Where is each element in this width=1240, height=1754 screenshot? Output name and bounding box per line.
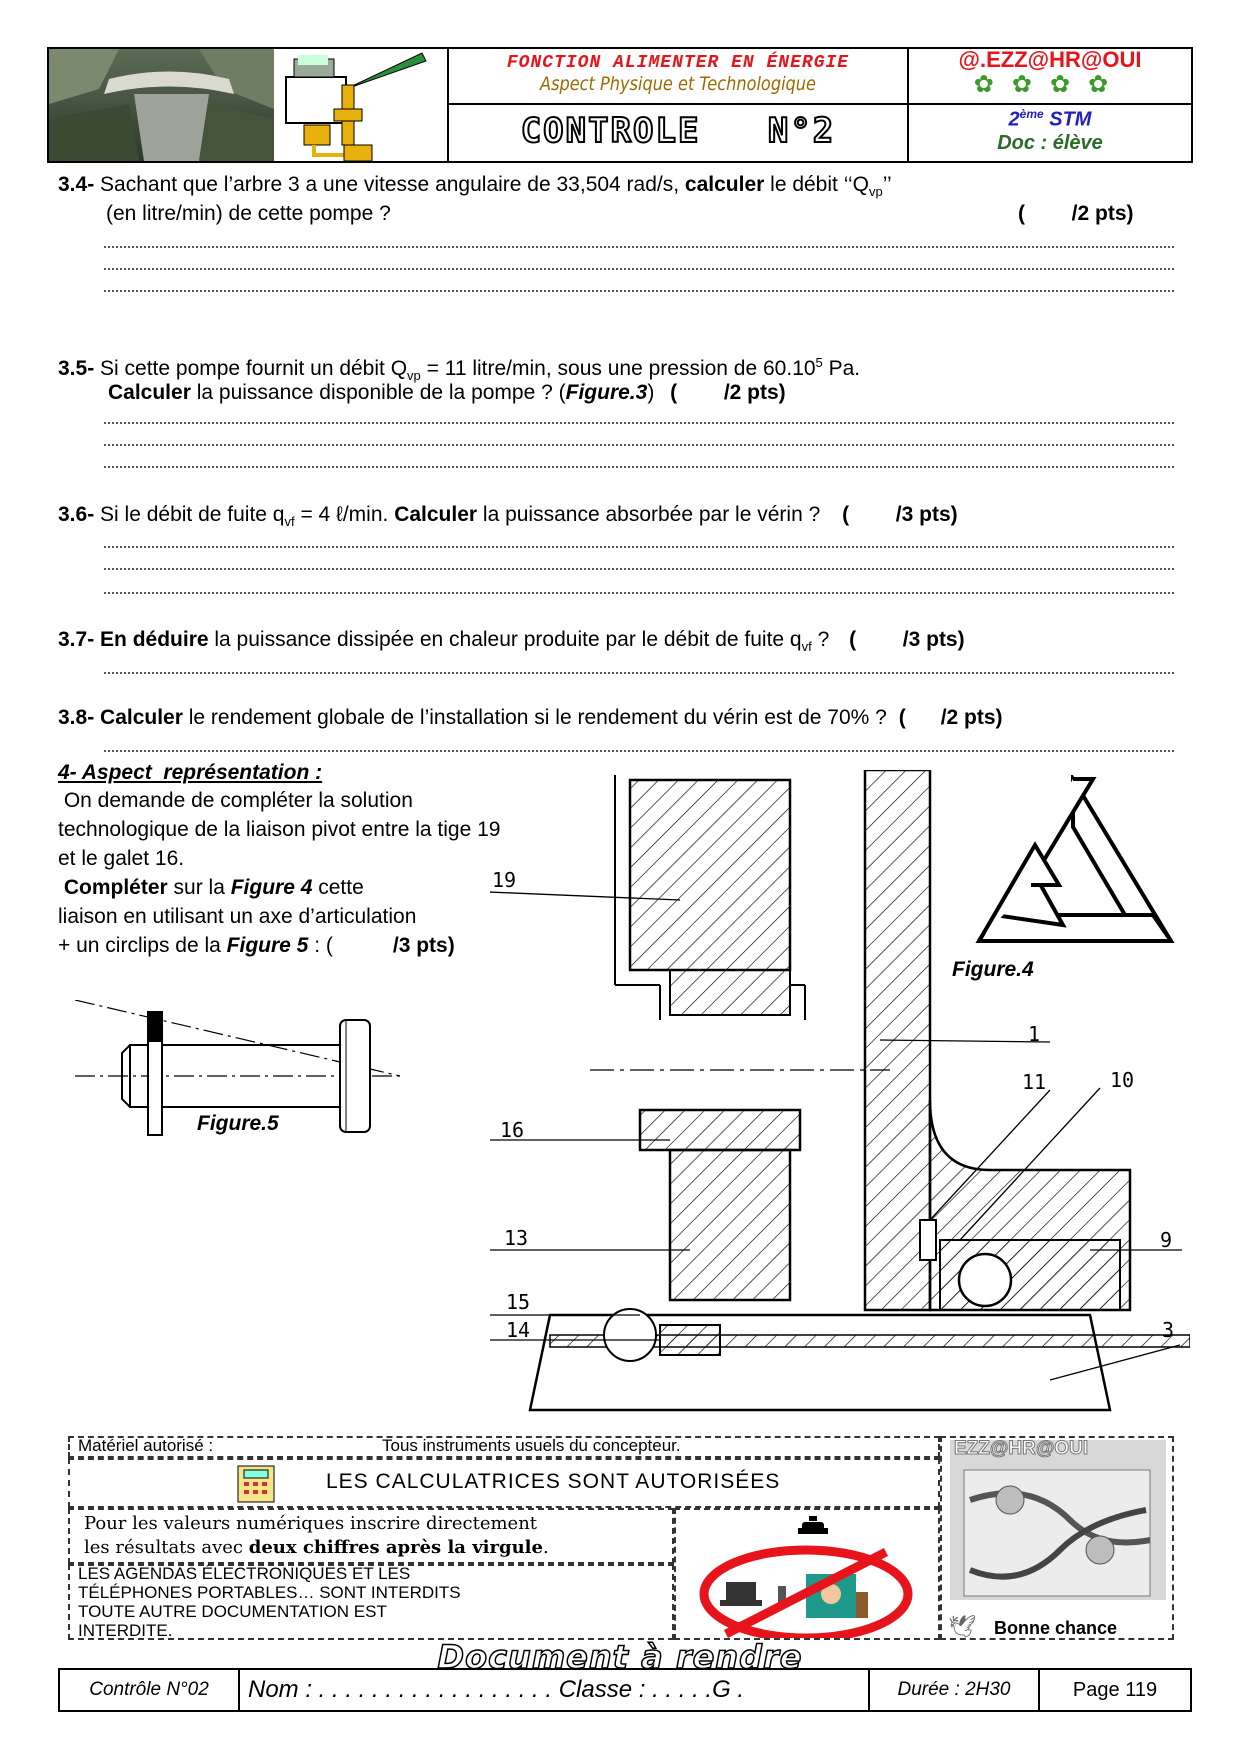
question-text: ? [811, 628, 830, 651]
numeric-text: . [542, 1537, 549, 1558]
forbidden-text: LES AGENDAS ÉLECTRONIQUES ET LES [78, 1564, 411, 1583]
question-text: la puissance absorbée par le vérin ? [477, 503, 821, 526]
points-3-6: ( /3 pts) [842, 503, 958, 526]
question-text: la puissance dissipée en chaleur produite par le débit de fuite q [208, 628, 802, 651]
question-keyword: Calculer [108, 381, 191, 404]
question-keyword: En déduire [94, 628, 209, 651]
author-name: @.EZZ@HR@OUI [958, 47, 1142, 72]
question-text: la puissance disponible de la pompe ? ( [190, 381, 566, 404]
level-number: 2 [1008, 108, 1020, 131]
question-text: le débit ‘‘Q [764, 173, 869, 196]
question-text: Si le débit de fuite q [94, 503, 285, 526]
answer-line[interactable] [104, 592, 1174, 594]
answer-line[interactable] [104, 268, 1174, 270]
answer-line[interactable] [104, 466, 1174, 468]
header-images [49, 49, 449, 161]
page-title: FONCTION ALIMENTER EN ÉNERGIE [506, 53, 850, 73]
question-text: Pa. [822, 357, 861, 380]
question-text: = 11 litre/min, sous une pression de 60.10 [420, 357, 816, 380]
question-number: 3.6- [58, 503, 95, 526]
page-subtitle: Aspect Physique et Technologique [540, 73, 816, 95]
footer-control: Contrôle N°02 [60, 1670, 240, 1710]
section-4-line: technologique de la liaison pivot entre la tige 19 [58, 818, 501, 841]
figure-ref: Figure.3 [565, 381, 648, 404]
flower-icons: ✿✿✿✿ [973, 71, 1127, 98]
question-keyword: calculer [684, 173, 765, 196]
instruction-keyword: Compléter [58, 876, 168, 899]
no-devices-icon [686, 1514, 926, 1638]
numeric-text: les résultats avec [84, 1537, 249, 1558]
footer-name-class[interactable]: Nom : . . . . . . . . . . . . . . . . . . Classe : . . . . .G . [240, 1670, 870, 1710]
section-4-line [58, 873, 364, 902]
calculator-row [68, 1458, 940, 1508]
answer-line[interactable] [104, 546, 1174, 548]
numeric-row [68, 1508, 674, 1564]
header-exam-cell [449, 105, 909, 161]
dove-icon: 🕊 [948, 1614, 976, 1639]
instruction-text: + un circlips de la [58, 934, 227, 957]
answer-line[interactable] [104, 672, 1174, 674]
calculator-notice: LES CALCULATRICES SONT AUTORISÉES [326, 1470, 781, 1493]
police-car-icon [798, 1516, 828, 1534]
question-text: Si cette pompe fournit un débit Q [94, 357, 408, 380]
drawing-hands-image [950, 1440, 1166, 1600]
superscript: 5 [815, 355, 823, 370]
question-3-7 [58, 625, 965, 661]
question-number: 3.4- [58, 173, 95, 196]
numeric-instruction: Pour les valeurs numériques inscrire directement [84, 1513, 538, 1534]
question-number: 3.8- [58, 706, 95, 729]
callout-10: 10 [1110, 1068, 1135, 1092]
question-text: ’’ [882, 173, 892, 196]
luck-message: Bonne chance [994, 1618, 1118, 1638]
materiel-value: Tous instruments usuels du concepteur. [382, 1436, 681, 1455]
callout-9: 9 [1160, 1228, 1173, 1252]
points-section-4: /3 pts) [392, 934, 455, 957]
doc-label: Doc : élève [997, 131, 1103, 154]
forbidden-icon-box [674, 1508, 940, 1640]
question-3-5-line2 [108, 378, 786, 407]
question-keyword: Calculer [394, 503, 478, 526]
section-4-title: 4- Aspect représentation : [58, 761, 323, 784]
question-3-6 [58, 500, 958, 536]
document-banner: Document à rendre [437, 1638, 803, 1676]
question-number: 3.7- [58, 628, 95, 651]
forbidden-text: TOUTE AUTRE DOCUMENTATION EST [78, 1602, 387, 1621]
figure-ref: Figure 4 [230, 876, 313, 899]
logo-text: EZZ@HR@OUI [954, 1438, 1089, 1459]
question-3-4-line2: (en litre/min) de cette pompe ? [106, 202, 391, 225]
materiel-row [68, 1436, 940, 1458]
callout-15: 15 [506, 1290, 531, 1314]
numeric-emphasis: deux chiffres après la virgule [248, 1537, 543, 1558]
question-3-8 [58, 703, 1003, 732]
footer-table [58, 1668, 1192, 1712]
luck-box [940, 1436, 1174, 1640]
subscript: vp [407, 368, 421, 384]
materiel-label: Matériel autorisé : [78, 1436, 214, 1455]
forbidden-text: TÉLÉPHONES PORTABLES… SONT INTERDITS [78, 1583, 461, 1602]
section-4-line: On demande de compléter la solution [58, 789, 413, 812]
question-text: Sachant que l’arbre 3 a une vitesse angulaire de 33,504 rad/s, [94, 173, 685, 196]
header-level-cell [909, 105, 1191, 161]
header-table [47, 47, 1193, 163]
instruction-text: cette [312, 876, 364, 899]
figure-5-caption: Figure.5 [197, 1112, 279, 1135]
answer-line[interactable] [104, 444, 1174, 446]
section-4-line: liaison en utilisant un axe d’articulation [58, 905, 417, 928]
instruction-text: sur la [167, 876, 231, 899]
callout-3: 3 [1162, 1318, 1175, 1342]
exam-title: CONTROLE N°2 [520, 111, 836, 151]
instruction-text: : ( [308, 934, 333, 957]
answer-line[interactable] [104, 568, 1174, 570]
forbidden-text: INTERDITE. [78, 1621, 173, 1640]
calculator-icon [236, 1464, 276, 1504]
figure-ref: Figure 5 [226, 934, 309, 957]
header-author-cell [909, 49, 1191, 105]
subscript: vp [868, 184, 883, 200]
numeric-instruction [84, 1537, 549, 1558]
callout-1: 1 [1028, 1022, 1041, 1046]
question-text: le rendement globale de l’installation si le rendement du vérin est de 70% ? [182, 706, 887, 729]
callout-19: 19 [492, 868, 517, 892]
section-4-line: et le galet 16. [58, 847, 185, 870]
points-3-5: ( /2 pts) [670, 381, 786, 404]
answer-line[interactable] [104, 290, 1174, 292]
level-superscript: ème [1019, 107, 1044, 121]
footer-page: Page 119 [1072, 1679, 1158, 1701]
points-3-7: ( /3 pts) [849, 628, 965, 651]
points-3-8: ( /2 pts) [898, 706, 1003, 729]
dam-photo [49, 49, 447, 161]
level-label: STM [1043, 108, 1092, 131]
footer-duration: Durée : 2H30 [870, 1670, 1040, 1710]
points-3-4: ( /2 pts) [1018, 202, 1134, 225]
callout-11: 11 [1022, 1070, 1047, 1094]
question-text: = 4 ℓ/min. [294, 503, 395, 526]
header-title-cell [449, 49, 909, 105]
callout-16: 16 [500, 1118, 525, 1142]
answer-line[interactable] [104, 246, 1174, 248]
question-text: ) [647, 381, 655, 404]
answer-line[interactable] [104, 422, 1174, 424]
callout-14: 14 [506, 1318, 531, 1342]
figure-4-caption: Figure.4 [952, 958, 1034, 981]
forbidden-row [68, 1564, 674, 1640]
figure-4-assembly-drawing [490, 770, 1190, 1420]
callout-13: 13 [504, 1226, 529, 1250]
subscript: vf [284, 514, 295, 530]
question-number: 3.5- [58, 357, 95, 380]
subscript: vf [801, 639, 812, 655]
section-4-line [58, 931, 455, 960]
question-keyword: Calculer [94, 706, 183, 729]
pump-schematic-icon [286, 53, 426, 161]
answer-line[interactable] [104, 750, 1174, 752]
